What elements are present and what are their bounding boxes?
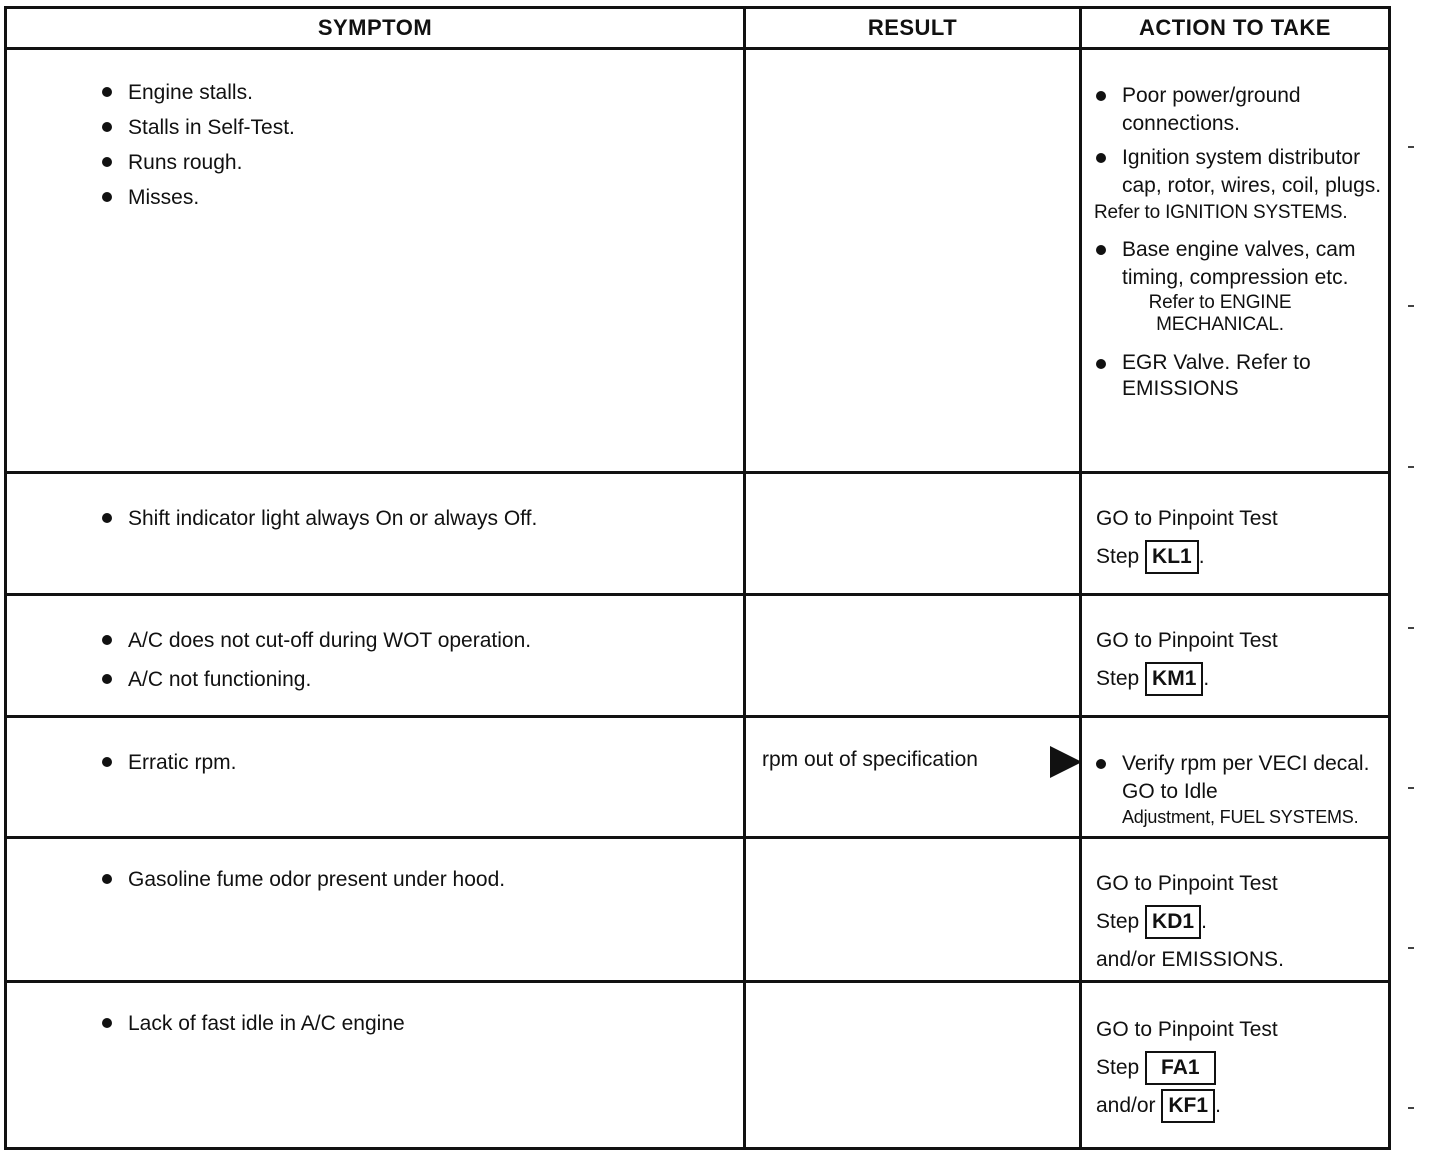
action-cell: [1082, 50, 1388, 471]
action-cell: [1082, 596, 1388, 715]
action-cell: [1082, 983, 1388, 1147]
list-item: Engine stalls.: [102, 82, 743, 103]
bullet-icon: [102, 757, 112, 767]
list-item: Gasoline fume odor present under hood.: [102, 869, 743, 890]
bullet-icon: [102, 122, 112, 132]
action-cell: [1082, 474, 1388, 593]
bullet-icon: [102, 87, 112, 97]
step-line: Step KL1 .: [1096, 538, 1382, 576]
header-symptom: SYMPTOM: [317, 15, 433, 40]
action-item: Poor power/ground connections.: [1096, 82, 1382, 138]
table-row: [7, 50, 1388, 474]
action-item: Verify rpm per VECI decal. GO to Idle: [1096, 750, 1382, 806]
reference-note: Adjustment, FUEL SYSTEMS.: [1122, 807, 1359, 827]
margin-tick: [1408, 1107, 1414, 1109]
reference-note: Refer to IGNITION SYSTEMS.: [1094, 202, 1348, 223]
margin-tick: [1408, 146, 1414, 148]
extra-note: and/or EMISSIONS.: [1096, 948, 1284, 971]
pinpoint-text: GO to Pinpoint Test: [1096, 872, 1278, 895]
bullet-icon: [1096, 91, 1106, 101]
symptom-cell: [7, 718, 743, 836]
pinpoint-text: GO to Pinpoint Test: [1096, 629, 1278, 652]
list-item: Stalls in Self-Test.: [102, 117, 743, 138]
step-code-kf1[interactable]: KF1: [1161, 1089, 1215, 1123]
result-cell: [746, 474, 1079, 593]
action-item: EGR Valve. Refer to EMISSIONS: [1096, 350, 1382, 402]
list-item: Erratic rpm.: [102, 752, 743, 773]
bullet-icon: [1096, 245, 1106, 255]
step-code-kd1[interactable]: KD1: [1145, 905, 1201, 939]
action-cell: [1082, 718, 1388, 836]
pinpoint-text: GO to Pinpoint Test: [1096, 507, 1278, 530]
reference-note: Refer to ENGINE MECHANICAL.: [1148, 292, 1292, 335]
list-item: A/C not functioning.: [102, 669, 743, 690]
margin-tick: [1408, 627, 1414, 629]
list-item: A/C does not cut-off during WOT operation.: [102, 630, 743, 651]
step-line: Step KD1 .: [1096, 903, 1382, 941]
symptom-cell: [7, 983, 743, 1147]
andor-line: and/or KF1 .: [1096, 1087, 1382, 1125]
result-cell: [746, 50, 1079, 471]
result-cell: [746, 718, 1079, 836]
header-row: [7, 9, 1388, 50]
result-cell: [746, 983, 1079, 1147]
diagnosis-table: [4, 6, 1391, 1150]
bullet-icon: [102, 157, 112, 167]
arrow-right-icon: [1050, 746, 1082, 778]
step-code-kl1[interactable]: KL1: [1145, 540, 1199, 574]
symptom-cell: [7, 474, 743, 593]
step-line: Step FA1: [1096, 1049, 1382, 1087]
list-item: Runs rough.: [102, 152, 743, 173]
column-divider: [1079, 9, 1082, 1147]
table-row: [7, 839, 1388, 983]
column-divider: [743, 9, 746, 1147]
bullet-icon: [1096, 359, 1106, 369]
symptom-cell: [7, 50, 743, 471]
bullet-icon: [102, 1018, 112, 1028]
symptom-cell: [7, 596, 743, 715]
result-cell: [746, 596, 1079, 715]
header-result: RESULT: [867, 15, 958, 40]
table-row: [7, 718, 1388, 839]
bullet-icon: [102, 513, 112, 523]
bullet-icon: [1096, 153, 1106, 163]
bullet-icon: [102, 192, 112, 202]
list-item: Shift indicator light always On or always Off.: [102, 508, 743, 529]
table-row: [7, 596, 1388, 718]
margin-tick: [1408, 305, 1414, 307]
symptom-cell: [7, 839, 743, 980]
bullet-icon: [1096, 759, 1106, 769]
result-cell: [746, 839, 1079, 980]
bullet-icon: [102, 874, 112, 884]
step-line: Step KM1 .: [1096, 660, 1382, 698]
action-cell: [1082, 839, 1388, 980]
list-item: Misses.: [102, 187, 743, 208]
result-text: rpm out of specification: [762, 748, 978, 771]
action-item: Base engine valves, cam timing, compression etc.: [1096, 236, 1382, 292]
margin-tick: [1408, 947, 1414, 949]
margin-tick: [1408, 466, 1414, 468]
step-code-fa1[interactable]: FA1: [1145, 1051, 1216, 1085]
header-action: ACTION TO TAKE: [1139, 15, 1331, 40]
pinpoint-text: GO to Pinpoint Test: [1096, 1018, 1278, 1041]
bullet-icon: [102, 674, 112, 684]
margin-tick: [1408, 787, 1414, 789]
bullet-icon: [102, 635, 112, 645]
table-row: [7, 983, 1388, 1147]
list-item: Lack of fast idle in A/C engine: [102, 1013, 743, 1034]
step-code-km1[interactable]: KM1: [1145, 662, 1203, 696]
action-item: Ignition system distributor cap, rotor, wires, coil, plugs.: [1096, 144, 1382, 200]
table-row: [7, 474, 1388, 596]
